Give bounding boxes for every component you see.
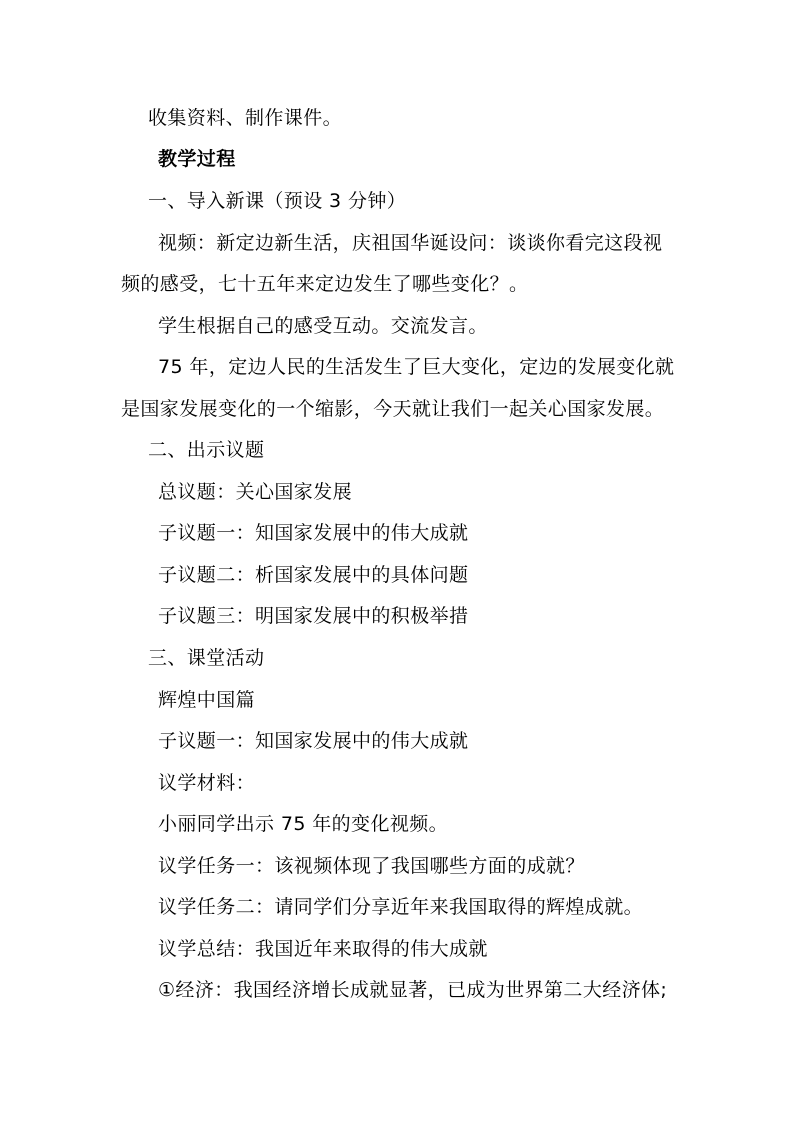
text-line: 总议题：关心国家发展	[158, 481, 353, 503]
text-line: 一、导入新课（预设 3 分钟）	[148, 190, 407, 212]
text-line: 议学材料：	[158, 772, 256, 794]
text-line: 是国家发展变化的一个缩影，今天就让我们一起关心国家发展。	[121, 398, 665, 420]
text-line: 二、出示议题	[148, 439, 265, 461]
text-line: 三、课堂活动	[148, 647, 265, 669]
text-line: 辉煌中国篇	[158, 689, 256, 711]
text-line: 子议题三：明国家发展中的积极举措	[158, 605, 469, 627]
text-line: 子议题一：知国家发展中的伟大成就	[158, 522, 469, 544]
text-line: 议学任务二：请同学们分享近年来我国取得的辉煌成就。	[158, 896, 644, 918]
text-line: 子议题二：析国家发展中的具体问题	[158, 564, 469, 586]
text-line: 小丽同学出示 75 年的变化视频。	[158, 813, 449, 835]
text-line: 学生根据自己的感受互动。交流发言。	[158, 315, 488, 337]
text-line: 视频：新定边新生活，庆祖国华诞设问：谈谈你看完这段视	[158, 232, 663, 254]
text-line: 75 年，定边人民的生活发生了巨大变化，定边的发展变化就	[158, 356, 675, 378]
text-line: 议学任务一：该视频体现了我国哪些方面的成就？	[158, 855, 585, 877]
text-line: 子议题一：知国家发展中的伟大成就	[158, 730, 469, 752]
text-line: 频的感受，七十五年来定边发生了哪些变化？。	[121, 273, 529, 295]
text-line: 议学总结：我国近年来取得的伟大成就	[158, 938, 488, 960]
text-line: 收集资料、制作课件。	[148, 107, 343, 129]
text-line: ①经济：我国经济增长成就显著，已成为世界第二大经济体;	[158, 979, 668, 1001]
section-heading: 教学过程	[158, 148, 236, 170]
